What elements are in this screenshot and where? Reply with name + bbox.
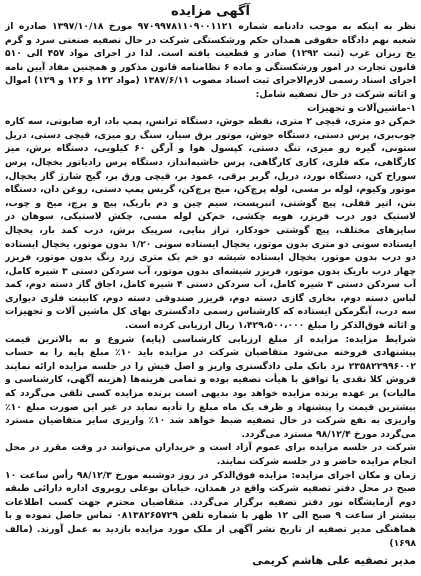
notice-time-place-paragraph: زمان و مکان اجرای مزایده: مزایده فوق‌الذکر در روز دوشنبه مورخ ۹۸/۱۲/۳ رأس ساعت ۱۰ صبح در محل دفتر تصفیه شرکت واقع در همدان، خیابان بوعلی روبروی اداره دارائی طبقه دوم آزمایشگاه نور دفتر تصفیه برگزار می‌گردد. متقاضیان محترم جهت کسب اطلاعات بیشتر از ساعت ۹ صبح الی ۱۲ ظهر با شماره تلفن ۰۸۱۳۸۲۶۵۷۲۹ تماس حاصل نموده و با هماهنگی مدیر تصفیه از تاریخ نشر آگهی از ملک مورد مزایده بازدید به عمل آورند. (مالف ۱۶۹۸) xyxy=(5,469,416,549)
notice-intro-paragraph: نظر به اینکه به موجب دادنامه شماره ۹۷۰۹۹۷۸۱۱۰۹۰۰۱۱۲۱ مورخ ۱۳۹۷/۱۰/۱۸ صادره از شعبه نهم دادگاه حقوقی همدان حکم ورشکستگی شرکت در حال تصفیه صنعتی سرد و گرم یخ ریزان غرب (ثبت ۱۲۹۲) صادر و قطعیت یافته است. لذا در اجرای مواد ۴۵۷ الی ۵۱۰ قانون تجارت در امور ورشکستگی و ماده ۶ نظامنامه قانون مذکور و همچنین مفاد آیین نامه اجرای اسناد رسمی لازم‌الاجرای ثبت اسناد مصوب ۱۳۸۷/۶/۱۱ (مواد ۱۲۲ و ۱۲۶ و ۱۲۹) اموال و اثاثه شرکت در حال تصفیه شامل: xyxy=(5,21,416,100)
notice-body xyxy=(5,20,416,552)
notice-section-heading: ۱-ماشین‌آلات و تجهیزات xyxy=(307,102,416,114)
notice-signature: مدیر تصفیه علی هاشم کریمی xyxy=(252,554,416,567)
notice-items-paragraph: خم‌کن دو متری، قیچی ۲ متری، نقطه جوش، دستگاه ترانس، پمپ باد، اره صابونی، سه کاره چوب‌بری، پرس دستی، دستگاه جوش، موتور برق سیار، سنگ رو میزی، قیچی دستی، دریل ستونی، گیره رو میزی، تنگ دستی، کپسول هوا و آرگن ۶۰ کیلویی، دستگاه برش، میز کارگاهی، مکه فلزی، کاری کارگاهی، پرس حاشیه‌انداز، دستگاه پرس رادیاتور یخچال، پرس سوراخ کن، دستگاه نورد، دریل، گربر برقی، عمود بر، قیچی ورق بر، گیج شارژ گاز یخچال، موتور وکیوم، لوله بر مسی، لوله پرچ‌کن، میخ پرچ‌کن، گریس پمپ دستی، روغن دان، دستگاه بتن، اتیر قفلی، پیچ گوشتی، انبرپست، سیم چین و دم باریک، پیچ و پرچ، میخ و چوب، لاستیک دور درب فریزر، هویه چکشی، خم‌کن لوله مسی، چکش لاستیکی، سوهان در سایزهای مختلف، پیچ گوشتی خودکار، تراز بنایی، سرپیک برش، درب کمد بار، یخچال ایستاده سونی دو متری بدون موتور، یخچال ایستاده سونی ۱/۲۰ بدون موتور، یخچال ایستاده دو درب بدون موتور، یخچال ایستاده شیشه دو خم یک متری زرد رنگ بدون موتور، فریزر چهار درب باریک بدون موتور، فریزر شیشه‌ای بدون موتور، آب سردکن دستی ۳ شیره کامل، آب سردکن دستی ۳ شیره کامل، آب سردکن دستی ۴ شیره کامل، اجاق گاز دسته دوم، کمد لباس دسته دوم، بخاری گازی دسته دوم، فریزر صندوقی دسته دوم، کابینت فلزی دیواری سه درب، آبگرمکن ایستاده که کارشناس رسمی دادگستری بهای کل ماشین آلات و تجهیزات و اثاثه فوق‌الذکر را مبلغ ۱،۴۲۹،۵۰۰،۰۰۰ ریال ارزیابی کرده است. xyxy=(5,116,416,332)
notice-conditions-paragraph: شرایط مزایده: مزایده از مبلغ ارزیابی کارشناسی (پایه) شروع و به بالاترین قیمت پیشنهادی فروخته می‌شود متقاضیان شرکت در مزایده باید ۱۰٪ مبلغ پایه را به حساب ۲۳۵۸۲۲۹۹۶۰۰۲ نزد بانک ملی دادگستری واریز و اصل فیش را در جلسه مزایده ارائه نمایند فروش کلا نقدی یا توافق با هیأت تصفیه بوده و تمامی هزینه‌ها (هزینه آگهی، کارشناسی و مالیات) بر عهده برنده مزایده خواهد بود بدیهی است برنده مزایده کسی تلقی می‌گردد که بیشترین قیمت را پیشنهاد و ظرف یک ماه مبلغ را تأدیه نماید در غیر این صورت مبلغ ۱۰٪ واریزی به نفع شرکت در حال تصفیه ضبط خواهد شد ۱۰٪ واریزی سایر متقاضیان مسترد می‌گردد مورخ ۹۸/۱۲/۴ مسترد می‌گردد. xyxy=(5,333,416,440)
notice-title: آگهی مزایده xyxy=(171,4,250,19)
notice-attendance-paragraph: شرکت در جلسه مزایده برای عموم آزاد است و خریداران می‌توانند در وقت مقرر در محل انجام مزایده حاضر و در جلسه شرکت نمایند. xyxy=(5,442,416,467)
